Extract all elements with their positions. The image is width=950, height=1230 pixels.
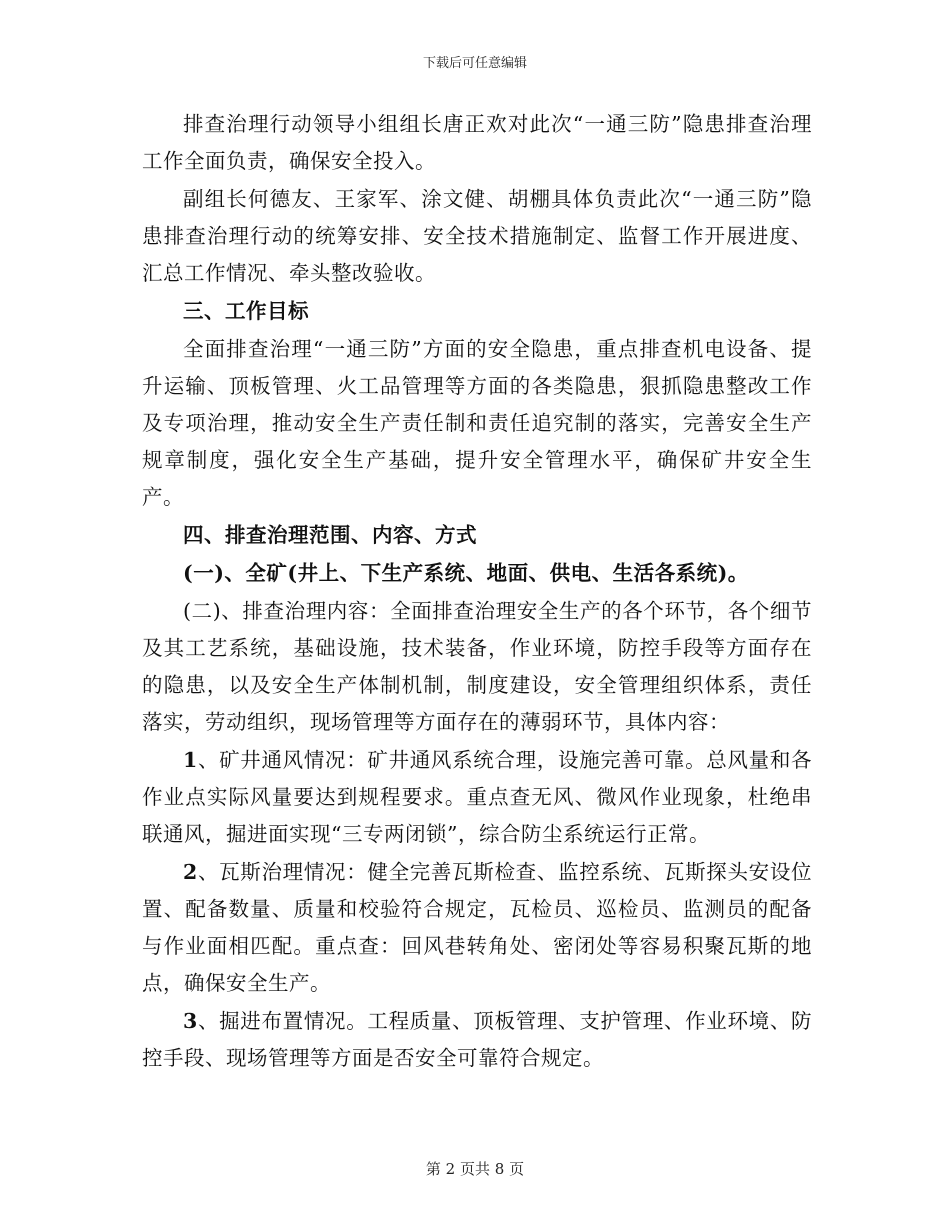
page-footer: 第 2 页共 8 页 xyxy=(425,1160,525,1178)
subsection-scope-whole-mine: (一)、全矿(井上、下生产系统、地面、供电、生活各系统)。 xyxy=(183,561,749,585)
item-gas-control: 2、瓦斯治理情况：健全完善瓦斯检查、监控系统、瓦斯探头安设位置、配备数量、质量和校验符合规定，瓦检员、巡检员、监测员的配备与作业面相匹配。重点查：回风巷转角处、密闭处等容易积聚瓦斯的地点，确保安全生产。 xyxy=(142,860,812,995)
paragraph-deputy-duty: 副组长何德友、王家军、涂文健、胡棚具体负责此次“一通三防”隐患排查治理行动的统筹安排、安全技术措施制定、监督工作开展进度、汇总工作情况、牵头整改验收。 xyxy=(142,187,812,285)
page-header: 下载后可任意编辑 xyxy=(422,56,527,71)
item-excavation: 3、掘进布置情况。工程质量、顶板管理、支护管理、作业环境、防控手段、现场管理等方面是否安全可靠符合规定。 xyxy=(142,1009,812,1070)
section-heading-scope: 四、排查治理范围、内容、方式 xyxy=(183,523,477,547)
paragraph-inspection-content: (二)、排查治理内容：全面排查治理安全生产的各个环节，各个细节及其工艺系统，基础设施，技术装备，作业环境，防控手段等方面存在的隐患，以及安全生产体制机制，制度建设，安全管理组织体系，责任落实，劳动组织，现场管理等方面存在的薄弱环节，具体内容： xyxy=(142,599,812,734)
document-body xyxy=(142,106,812,1078)
paragraph-goals: 全面排查治理“一通三防”方面的安全隐患，重点排查机电设备、提升运输、顶板管理、火工品管理等方面的各类隐患，狠抓隐患整改工作及专项治理，推动安全生产责任制和责任追究制的落实，完善安全生产规章制度，强化安全生产基础，提升安全管理水平，确保矿井安全生产。 xyxy=(142,337,812,509)
section-heading-goals: 三、工作目标 xyxy=(183,299,309,323)
item-ventilation: 1、矿井通风情况：矿井通风系统合理，设施完善可靠。总风量和各作业点实际风量要达到规程要求。重点查无风、微风作业现象，杜绝串联通风，掘进面实现“三专两闭锁”，综合防尘系统运行正常。 xyxy=(142,748,812,846)
paragraph-leader-duty: 排查治理行动领导小组组长唐正欢对此次“一通三防”隐患排查治理工作全面负责，确保安全投入。 xyxy=(142,112,812,173)
